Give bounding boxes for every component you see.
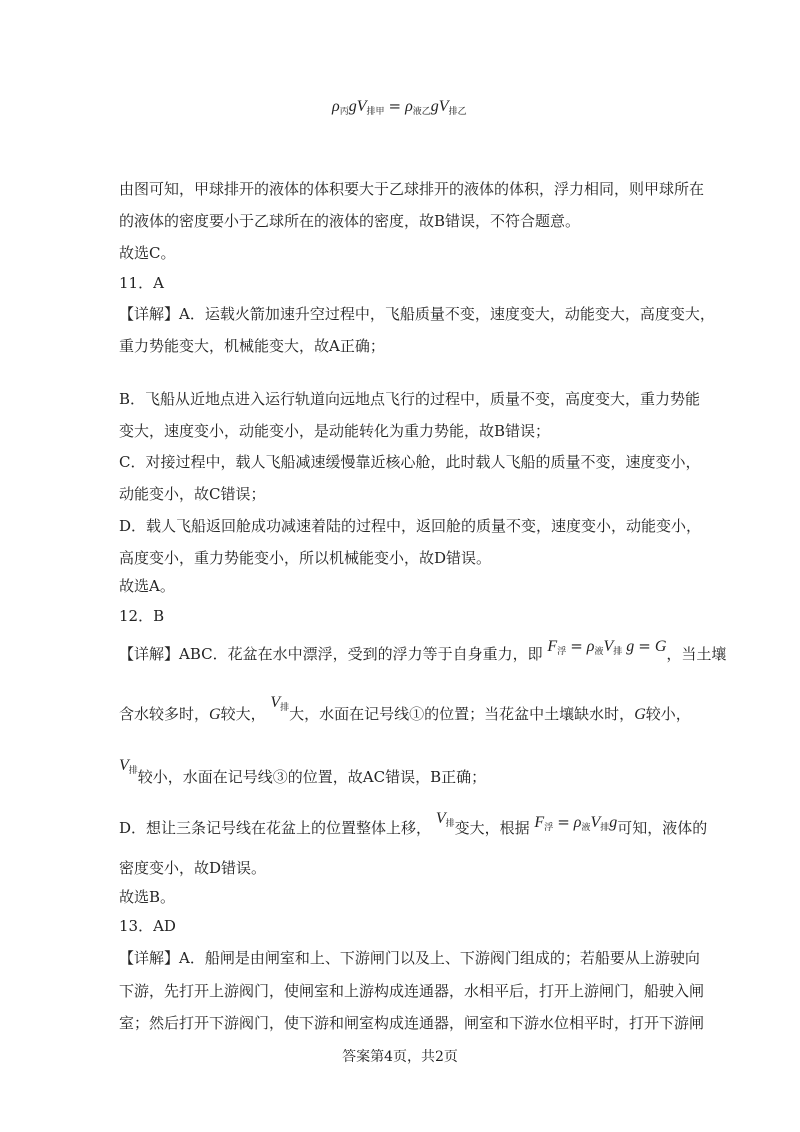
page-footer: 答案第4页，共2页 (342, 1049, 458, 1065)
question-number: 12．B (119, 607, 165, 625)
text-line: 【详解】A．船闸是由闸室和上、下游闸门以及上、下游阀门组成的；若船要从上游驶向 (119, 949, 700, 967)
text-line: 室；然后打开下游阀门，使下游和闸室构成连通器，闸室和下游水位相平时，打开下游闸 (119, 1014, 705, 1032)
text-line: B．飞船从近地点进入运行轨道向远地点飞行的过程中，质量不变，高度变大，重力势能 (119, 390, 701, 408)
text-line: 变大，速度变小，动能变小，是动能转化为重力势能，故B错误； (119, 422, 551, 440)
answer-line: 故选A。 (119, 577, 175, 595)
text-line: D．载人飞船返回舱成功减速着陆的过程中，返回舱的质量不变，速度变小，动能变小， (119, 517, 702, 535)
text-line: 动能变小，故C错误； (119, 485, 266, 503)
text-line: 密度变小，故D错误。 (119, 859, 267, 877)
answer-line: 故选B。 (119, 888, 176, 906)
text-line-with-formula: D．想让三条记号线在花盆上的位置整体上移， $V_排$变大，根据 $F_浮 = \rho_液V_排g$可知，液体的 (119, 810, 708, 837)
question-number: 13．AD (119, 917, 176, 935)
question-number: 11．A (119, 274, 164, 292)
text-line: 的液体的密度要小于乙球所在的液体的密度，故B错误，不符合题意。 (119, 212, 581, 230)
text-line: 重力势能变大，机械能变大，故A正确； (119, 337, 385, 355)
text-line: 高度变小，重力势能变小，所以机械能变小，故D错误。 (119, 549, 492, 567)
text-line-with-formula: 含水较多时，G较大， $V_排$大，水面在记号线①的位置；当花盆中土壤缺水时，G较小， (119, 694, 691, 723)
answer-line: 故选C。 (119, 244, 176, 262)
text-line: C．对接过程中，载人飞船减速缓慢靠近核心舱，此时载人飞船的质量不变，速度变小， (119, 453, 701, 471)
formula-top: $\rho_丙gV_{排甲} = \rho_{液乙}gV_{排乙}$ (332, 97, 467, 117)
text-line: 【详解】A．运载火箭加速升空过程中，飞船质量不变，速度变大，动能变大，高度变大， (119, 305, 715, 323)
text-line: 由图可知，甲球排开的液体的体积要大于乙球排开的液体的体积，浮力相同，则甲球所在 (119, 180, 705, 198)
text-line-with-formula: $V_排$较小，水面在记号线③的位置，故AC错误，B正确； (119, 757, 487, 786)
text-line-with-formula: 【详解】ABC．花盆在水中漂浮，受到的浮力等于自身重力，即 $F_浮 = \rho_液V_排$ g = G，当土壤 (119, 637, 727, 663)
text-line: 下游，先打开上游阀门，使闸室和上游构成连通器，水相平后，打开上游闸门，船驶入闸 (119, 982, 705, 1000)
